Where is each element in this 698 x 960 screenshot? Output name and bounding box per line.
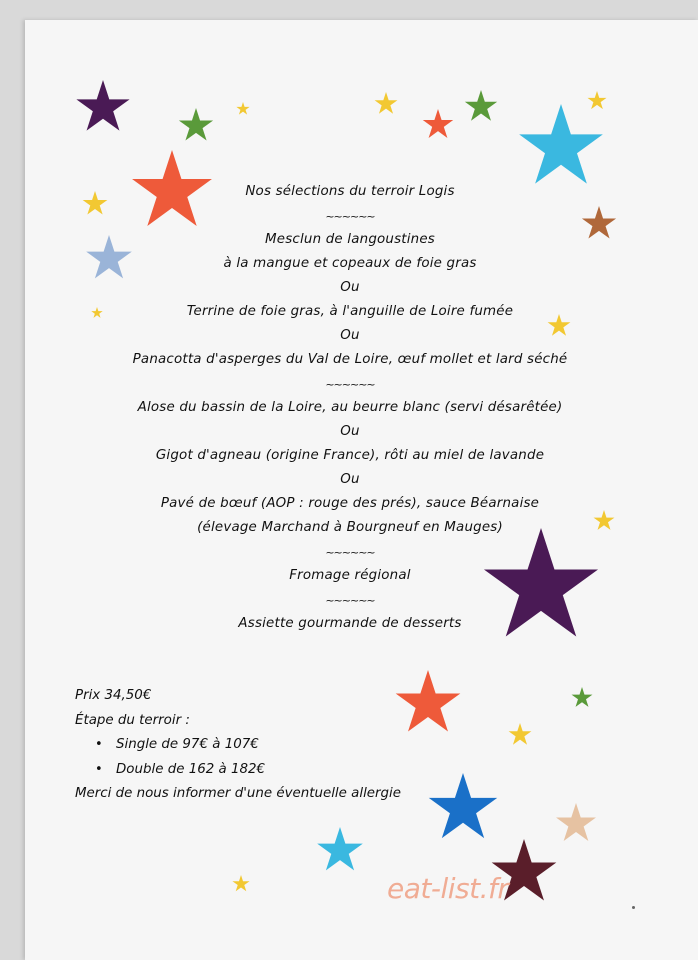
- or-label: Ou: [340, 280, 360, 295]
- star-icon: [509, 723, 532, 745]
- star-icon: [179, 108, 213, 141]
- double-price: Double de 162 à 182€: [116, 762, 266, 777]
- star-icon: [236, 102, 249, 115]
- star-icon: [375, 92, 398, 114]
- star-icon: [465, 90, 497, 121]
- or-label: Ou: [340, 472, 360, 487]
- single-price: Single de 97€ à 107€: [116, 737, 259, 752]
- star-icon: [423, 109, 453, 138]
- menu-line: Mesclun de langoustines: [265, 232, 435, 247]
- etape-label: Étape du terroir :: [75, 713, 190, 728]
- menu-line: (élevage Marchand à Bourgneuf en Mauges): [197, 520, 503, 535]
- menu-line: Gigot d'agneau (origine France), rôti au miel de lavande: [155, 448, 545, 463]
- or-label: Ou: [340, 328, 360, 343]
- star-icon: [556, 803, 596, 841]
- allergy-note: Merci de nous informer d'une éventuelle allergie: [75, 786, 401, 801]
- or-label: Ou: [340, 424, 360, 439]
- star-icon: [232, 875, 249, 891]
- watermark: eat-list.fr: [387, 872, 509, 905]
- star-icon: [429, 773, 497, 838]
- star-icon: [317, 827, 363, 870]
- menu-line: Fromage régional: [289, 568, 411, 583]
- menu-line: Assiette gourmande de desserts: [238, 616, 462, 631]
- paper-dot: [632, 906, 635, 909]
- menu-title: Nos sélections du terroir Logis: [245, 184, 455, 199]
- menu-line: à la mangue et copeaux de foie gras: [223, 256, 477, 271]
- bullet-icon: •: [95, 762, 103, 777]
- menu-line: Panacotta d'asperges du Val de Loire, œuf mollet et lard séché: [132, 352, 568, 367]
- star-icon: [76, 80, 129, 131]
- star-icon: [572, 687, 593, 707]
- separator: ~~~~~~: [325, 210, 375, 223]
- star-icon: [396, 670, 461, 732]
- price-text: Prix 34,50€: [75, 688, 152, 703]
- bullet-icon: •: [95, 737, 103, 752]
- star-icon: [587, 91, 606, 109]
- menu-line: Pavé de bœuf (AOP : rouge des prés), sauce Béarnaise: [160, 496, 540, 511]
- separator: ~~~~~~: [325, 546, 375, 559]
- separator: ~~~~~~: [325, 378, 375, 391]
- menu-line: Terrine de foie gras, à l'anguille de Loire fumée: [186, 304, 514, 319]
- star-icon: [519, 104, 603, 184]
- menu-line: Alose du bassin de la Loire, au beurre blanc (servi désarêtée): [137, 400, 563, 415]
- separator: ~~~~~~: [325, 594, 375, 607]
